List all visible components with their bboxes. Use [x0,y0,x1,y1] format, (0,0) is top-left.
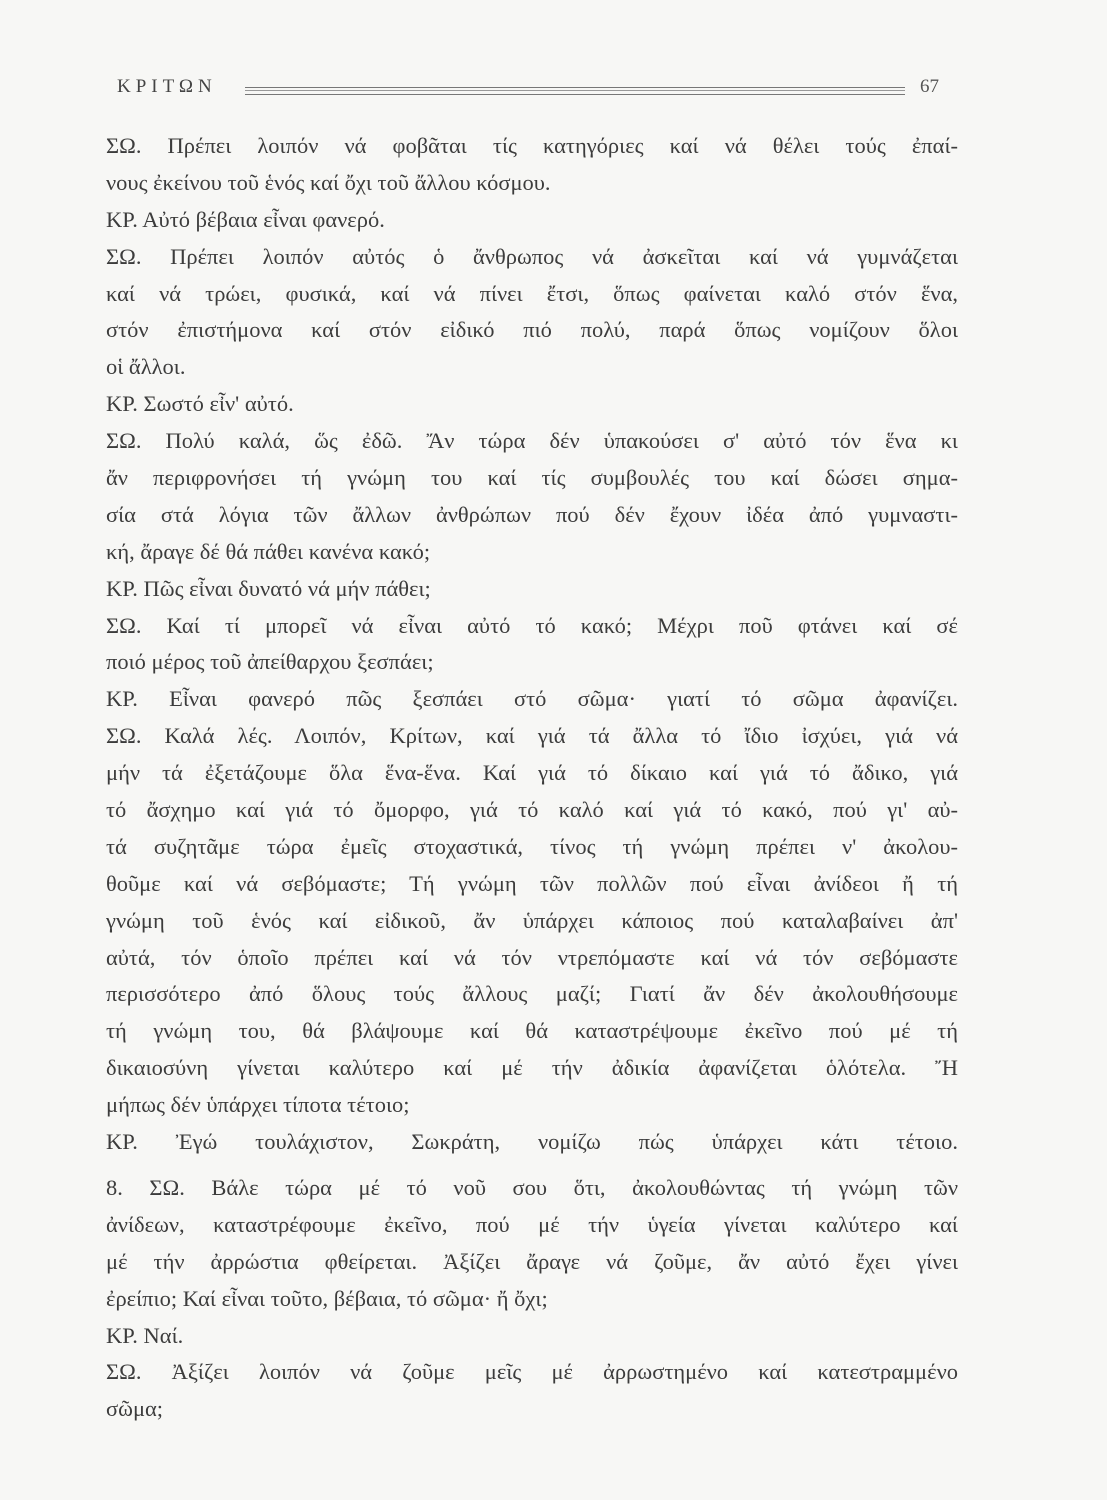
text-line: ΚΡ. Ναί. [106,1322,184,1348]
text-line: ΣΩ. Πρέπει λοιπόν νά φοβᾶται τίς κατηγόριες καί νά θέλει τούς ἐπαί- [106,133,958,158]
text-line: ἄν περιφρονήσει τή γνώμη του καί τίς συμβουλές του καί δώσει σημα- [106,465,958,491]
text-line: μέ τήν ἀρρώστια φθείρεται. Ἀξίζει ἄραγε νά ζοῦμε, ἄν αὐτό ἔχει γίνει [106,1248,958,1274]
text-line: θοῦμε καί νά σεβόμαστε; Τή γνώμη τῶν πολλῶν πού εἶναι ἀνίδεοι ἤ τή [106,870,958,896]
text-line: περισσότερο ἀπό ὅλους τούς ἄλλους μαζί; Γιατί ἄν δέν ἀκολουθήσουμε [106,981,958,1007]
text-line: οἱ ἄλλοι. [106,354,186,380]
text-line: δικαιοσύνη γίνεται καλύτερο καί μέ τήν ἀδικία ἀφανίζεται ὁλότελα. Ἤ [106,1055,958,1081]
text-line: ΣΩ. Πρέπει λοιπόν αὐτός ὁ ἄνθρωπος νά ἀσκεῖται καί νά γυμνάζεται [106,243,958,269]
text-line: καί νά τρώει, φυσικά, καί νά πίνει ἔτσι, ὅπως φαίνεται καλό στόν ἕνα, [106,280,958,306]
header-rule [245,87,905,95]
text-line: ΣΩ. Ἀξίζει λοιπόν νά ζοῦμε μεῖς μέ ἀρρωστημένο καί κατεστραμμένο [106,1359,958,1385]
text-line: σῶμα; [106,1396,164,1422]
text-line: μήπως δέν ὑπάρχει τίποτα τέτοιο; [106,1092,410,1118]
section-gap [106,1161,958,1170]
text-line: τό ἄσχημο καί γιά τό ὄμορφο, γιά τό καλό καί γιά τό κακό, πού γι' αὐ- [106,797,958,823]
text-line: γνώμη τοῦ ἑνός καί εἰδικοῦ, ἄν ὑπάρχει κάποιος πού καταλαβαίνει ἀπ' [106,907,958,933]
text-line: ΣΩ. Καί τί μπορεῖ νά εἶναι αὐτό τό κακό; Μέχρι ποῦ φτάνει καί σέ [106,612,958,638]
text-line: ποιό μέρος τοῦ ἀπείθαρχου ξεσπάει; [106,649,434,675]
text-line: ΣΩ. Πολύ καλά, ὥς ἐδῶ. Ἄν τώρα δέν ὑπακούσει σ' αὐτό τόν ἕνα κι [106,428,958,454]
text-line: νους ἐκείνου τοῦ ἑνός καί ὄχι τοῦ ἄλλου κόσμου. [106,169,551,195]
text-line: μήν τά ἐξετάζουμε ὅλα ἕνα-ἕνα. Καί γιά τό δίκαιο καί γιά τό ἄδικο, γιά [106,760,958,786]
running-title: ΚΡΙΤΩΝ [117,76,217,97]
text-line: ἀνίδεων, καταστρέφουμε ἐκεῖνο, πού μέ τήν ὑγεία γίνεται καλύτερο καί [106,1211,958,1237]
text-line: ΚΡ. Αὐτό βέβαια εἶναι φανερό. [106,206,385,232]
page-number: 67 [920,76,939,97]
page-header [117,72,957,112]
text-line: τά συζητᾶμε τώρα ἐμεῖς στοχαστικά, τίνος τή γνώμη πρέπει ν' ἀκολου- [106,833,958,859]
text-line: 8. ΣΩ. Βάλε τώρα μέ τό νοῦ σου ὅτι, ἀκολουθώντας τή γνώμη τῶν [106,1174,958,1200]
text-line: ΣΩ. Καλά λές. Λοιπόν, Κρίτων, καί γιά τά ἄλλα τό ἴδιο ἰσχύει, γιά νά [106,723,958,749]
text-line: ΚΡ. Εἶναι φανερό πῶς ξεσπάει στό σῶμα· γιατί τό σῶμα ἀφανίζει. [106,686,958,712]
text-line: ἐρείπιο; Καί εἶναι τοῦτο, βέβαια, τό σῶμα· ἤ ὄχι; [106,1285,548,1311]
text-line: ΚΡ. Σωστό εἶν' αὐτό. [106,391,294,417]
text-line: κή, ἄραγε δέ θά πάθει κανένα κακό; [106,538,431,564]
text-line: στόν ἐπιστήμονα καί στόν εἰδικό πιό πολύ, παρά ὅπως νομίζουν ὅλοι [106,317,958,343]
text-line: σία στά λόγια τῶν ἄλλων ἀνθρώπων πού δέν ἔχουν ἰδέα ἀπό γυμναστι- [106,501,958,527]
text-line: ΚΡ. Πῶς εἶναι δυνατό νά μήν πάθει; [106,575,431,601]
text-line: αὐτά, τόν ὁποῖο πρέπει καί νά τόν ντρεπόμαστε καί νά τόν σεβόμαστε [106,944,958,970]
body-text [106,128,958,1428]
text-line: ΚΡ. Ἐγώ τουλάχιστον, Σωκράτη, νομίζω πώς ὑπάρχει κάτι τέτοιο. [106,1129,958,1155]
text-line: τή γνώμη του, θά βλάψουμε καί θά καταστρέψουμε ἐκεῖνο πού μέ τή [106,1018,958,1044]
